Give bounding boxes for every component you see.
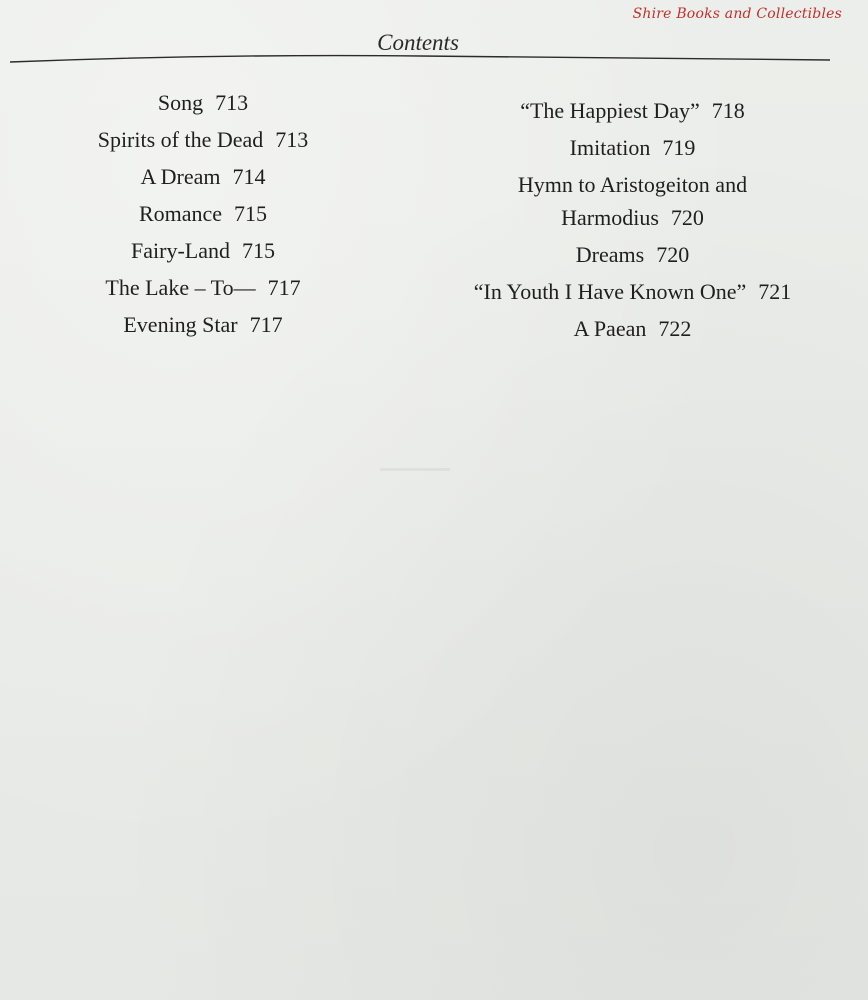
contents-column-left	[60, 86, 346, 345]
toc-entry-title: The Lake – To—	[105, 275, 256, 300]
bleed-through-mark	[380, 468, 450, 471]
toc-entry-page: 713	[275, 127, 309, 152]
toc-entry	[60, 271, 346, 304]
toc-entry	[60, 308, 346, 341]
toc-entry	[60, 160, 346, 193]
toc-entry-page: 719	[662, 135, 696, 160]
toc-entry-title: “In Youth I Have Known One”	[473, 279, 747, 304]
toc-entry-page: 715	[234, 201, 268, 226]
watermark-text: Shire Books and Collectibles	[632, 6, 842, 22]
toc-entry-page: 714	[232, 164, 266, 189]
toc-entry-page: 717	[249, 312, 283, 337]
toc-entry-page: 717	[267, 275, 301, 300]
toc-entry-title: Spirits of the Dead	[97, 127, 264, 152]
toc-entry-title: Imitation	[569, 135, 651, 160]
toc-entry	[420, 275, 845, 308]
toc-entry	[420, 201, 845, 234]
toc-entry-title: Evening Star	[123, 312, 238, 337]
page-title: Contents	[377, 30, 459, 55]
toc-entry-page: 721	[758, 279, 792, 304]
toc-entry	[60, 86, 346, 119]
toc-entry-page: 713	[215, 90, 249, 115]
toc-entry-title: Song	[157, 90, 204, 115]
toc-entry	[60, 234, 346, 267]
toc-entry-page: 715	[241, 238, 275, 263]
toc-entry-title: A Paean	[573, 316, 647, 341]
toc-entry-title: “The Happiest Day”	[520, 98, 700, 123]
toc-entry-continued	[420, 168, 845, 201]
toc-entry-title: Harmodius	[561, 205, 659, 230]
contents-column-right	[420, 86, 845, 349]
toc-entry-page: 718	[711, 98, 745, 123]
toc-entry	[420, 131, 845, 164]
toc-entry	[60, 197, 346, 230]
toc-entry	[60, 123, 346, 156]
toc-entry-title: A Dream	[140, 164, 221, 189]
header-rule	[10, 52, 830, 70]
toc-entry-page: 720	[656, 242, 690, 267]
toc-entry-page: 722	[658, 316, 692, 341]
toc-entry	[420, 238, 845, 271]
toc-entry-title: Dreams	[575, 242, 645, 267]
toc-entry	[420, 94, 845, 127]
toc-entry-title: Hymn to Aristogeiton and	[517, 172, 748, 197]
toc-entry-title: Fairy-Land	[131, 238, 230, 263]
toc-entry	[420, 312, 845, 345]
toc-entry-page: 720	[670, 205, 704, 230]
toc-entry-title: Romance	[138, 201, 223, 226]
